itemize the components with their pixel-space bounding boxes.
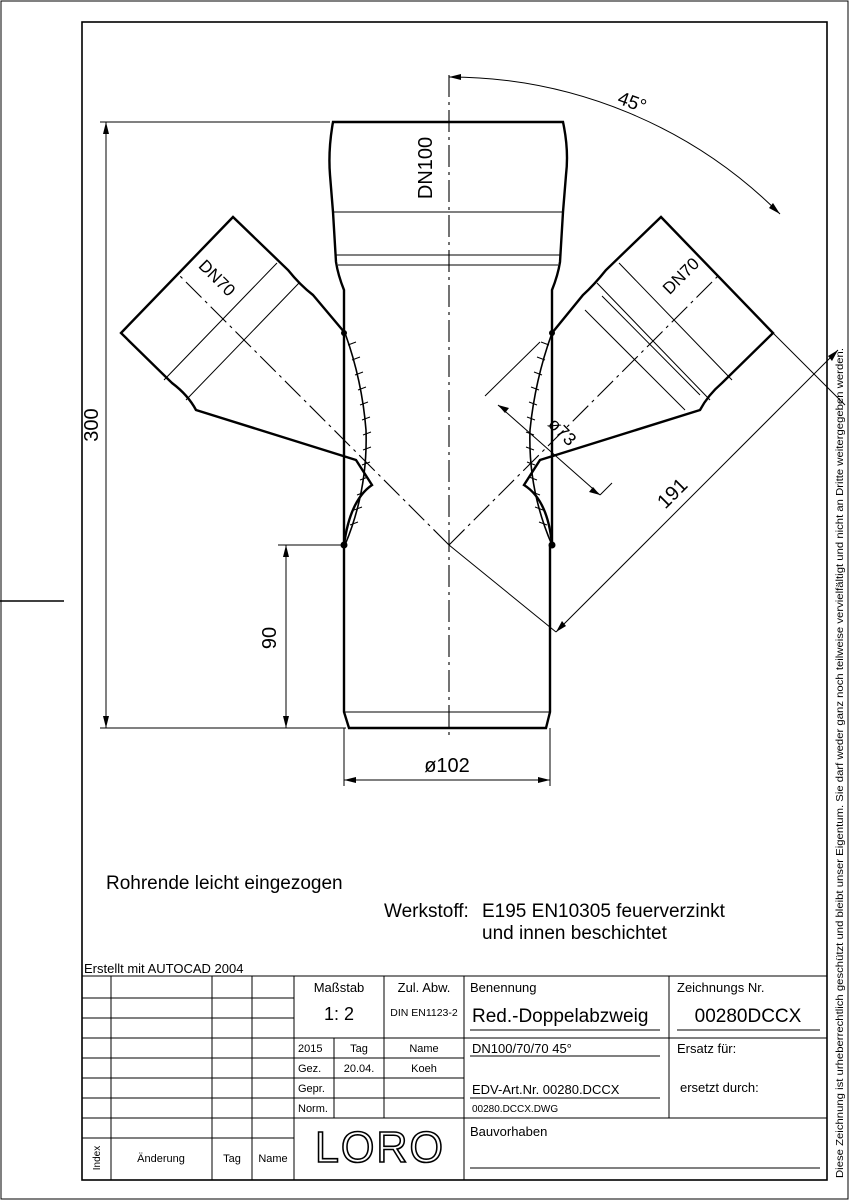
label-dim-300: 300 <box>81 408 103 442</box>
main-socket-outline <box>329 122 567 545</box>
tb-drawing-no-label: Zeichnungs Nr. <box>677 980 765 995</box>
label-dim-102: ø102 <box>424 755 470 777</box>
dim-300-arrow-bottom <box>103 716 109 728</box>
spigot-outline <box>344 545 550 728</box>
tb-size-spec: DN100/70/70 45° <box>472 1041 572 1056</box>
tb-norm-label: Norm. <box>298 1103 328 1115</box>
pipe-drawing <box>121 75 773 740</box>
note-created-with: Erstellt mit AUTOCAD 2004 <box>84 961 244 976</box>
dim-73-arrow-1 <box>498 405 509 413</box>
dim-102-arrow-right <box>538 777 550 783</box>
weld-point-top-left <box>341 330 347 336</box>
tb-replaced-by-label: ersetzt durch: <box>680 1080 759 1095</box>
right-branch-inner-1 <box>585 310 685 410</box>
dim-45-arc <box>449 77 780 214</box>
tb-drawn-label: Gez. <box>298 1063 322 1075</box>
weld-point-top-right <box>549 330 555 336</box>
tb-scale-label: Maßstab <box>313 980 365 995</box>
note-material-line1: E195 EN10305 feuerverzinkt <box>482 901 725 922</box>
dim-191-arrow-1 <box>556 621 566 632</box>
tb-drawn-name: Koeh <box>411 1063 437 1075</box>
right-branch-centerline <box>449 274 720 545</box>
tb-revision-day-label: Tag <box>223 1153 241 1165</box>
dim-73-ext-1 <box>485 342 540 396</box>
branch-length-reference-line <box>449 545 556 632</box>
tb-revision-change-label: Änderung <box>137 1153 185 1165</box>
label-dim-90: 90 <box>259 626 281 650</box>
tb-edp-article: EDV-Art.Nr. 00280.DCCX <box>472 1082 620 1097</box>
left-branch-centerline <box>178 274 449 545</box>
loro-logo: LORO <box>315 1123 445 1172</box>
label-dim-73: ø73 <box>544 413 581 450</box>
label-dn70-left: DN70 <box>194 256 239 301</box>
label-dn100: DN100 <box>415 136 437 200</box>
dim-45-arrow-start <box>449 74 461 80</box>
dim-73-arrow-2 <box>589 487 600 495</box>
tb-designation-label: Benennung <box>470 980 537 995</box>
right-branch-ring-2 <box>597 283 710 400</box>
label-dn70-right: DN70 <box>659 254 704 299</box>
tb-year: 2015 <box>298 1043 323 1055</box>
dim-90-arrow-top <box>283 545 289 557</box>
label-dim-191: 191 <box>653 474 693 514</box>
label-angle-45: 45° <box>614 88 649 118</box>
tb-revision-name-label: Name <box>258 1153 288 1165</box>
dim-73-ext-2 <box>600 483 612 495</box>
dim-300-arrow-top <box>103 122 109 134</box>
note-material-line2: und innen beschichtet <box>482 923 667 944</box>
tb-dwg-file: 00280.DCCX.DWG <box>472 1104 559 1115</box>
weld-seam-right <box>530 333 552 545</box>
tb-tolerance-value: DIN EN1123-2 <box>390 1007 458 1019</box>
weld-point-bottom-right <box>549 542 556 549</box>
copyright-notice: Diese Zeichnung ist urheberrechtlich geschützt und bleibt unser Eigentum. Sie darf weder ganz noch teilweise vervielfältigt und nicht an Dritte weitergegeben werden. <box>834 408 846 1178</box>
left-branch-ring-2 <box>186 283 299 400</box>
tb-project-label: Bauvorhaben <box>470 1124 548 1139</box>
tb-day-label: Tag <box>350 1043 368 1055</box>
tb-designation-value: Red.-Doppelabzweig <box>472 1006 649 1027</box>
tb-checked-label: Gepr. <box>298 1083 325 1095</box>
dimensions <box>81 74 845 786</box>
tb-name-label: Name <box>409 1043 439 1055</box>
dim-102-arrow-left <box>344 777 356 783</box>
tb-replacement-for-label: Ersatz für: <box>677 1041 737 1056</box>
tb-drawn-date: 20.04. <box>343 1063 375 1075</box>
dim-90-arrow-bottom <box>283 716 289 728</box>
tb-drawing-no-value: 00280DCCX <box>694 1006 802 1027</box>
tb-tolerance-label: Zul. Abw. <box>397 980 451 995</box>
weld-seam-left <box>345 333 366 545</box>
right-branch-outline <box>524 217 773 545</box>
left-branch-outline <box>121 217 372 545</box>
right-branch-inner-2 <box>602 296 700 395</box>
note-material-label: Werkstoff: <box>384 901 469 922</box>
tb-revision-index-label: Index <box>92 1145 103 1171</box>
title-block <box>82 976 827 1180</box>
tb-scale-value: 1: 2 <box>323 1004 355 1024</box>
note-pipe-end: Rohrende leicht eingezogen <box>106 873 343 894</box>
dim-73-line <box>498 405 600 495</box>
